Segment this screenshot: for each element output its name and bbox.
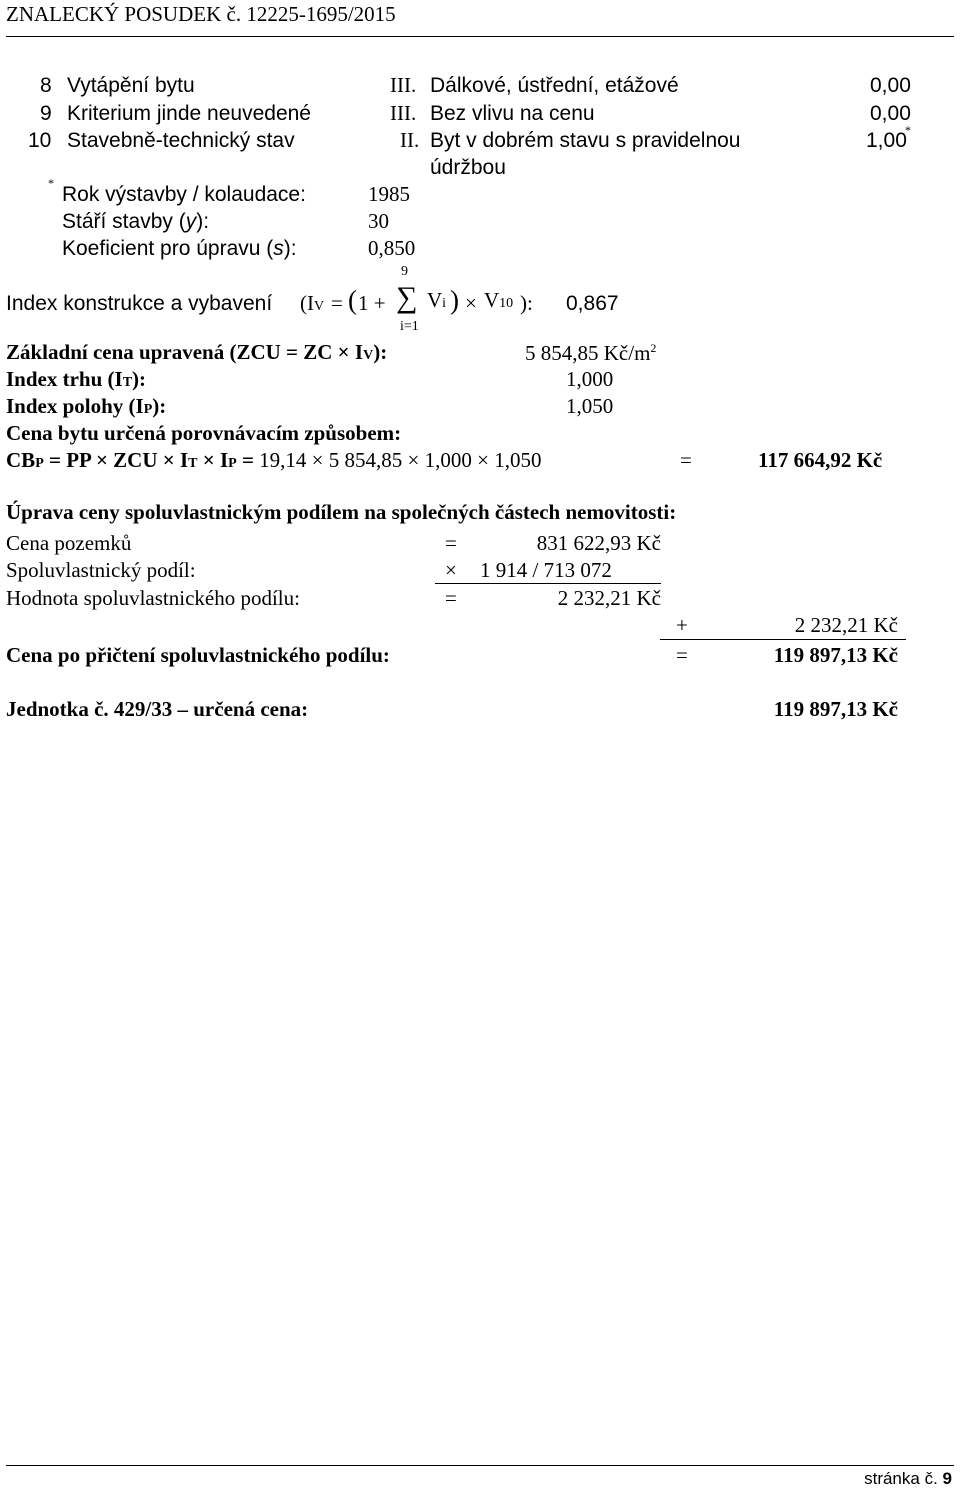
total-op: = [676, 643, 688, 667]
page-number [864, 1470, 952, 1487]
age-value: 30 [368, 209, 389, 233]
method-label: Cena bytu určená porovnávacím způsobem: [6, 421, 402, 445]
criteria-value: 0,00 [870, 74, 911, 97]
criteria-footnote-mark: * [905, 123, 911, 137]
footer-rule [6, 1465, 954, 1466]
criteria-desc: Bez vlivu na cenu [430, 102, 595, 125]
formula-paren-open: ( [348, 285, 357, 315]
sum-lower-limit: i=1 [400, 319, 419, 334]
formula-paren-close: ) [450, 285, 459, 315]
location-index-label: Index polohy (IP): [6, 394, 167, 418]
year-value: 1985 [368, 182, 410, 206]
criteria-desc: Dálkové, ústřední, etážové [430, 74, 679, 97]
land-price-value: 831 622,93 Kč [536, 531, 661, 555]
sum-underline [660, 639, 906, 640]
share-value: 1 914 / 713 072 [480, 558, 612, 582]
formula-eq: = [331, 291, 343, 315]
sigma-symbol: ∑ [396, 281, 418, 314]
location-index-value: 1,050 [566, 394, 614, 418]
criteria-level: III. [390, 101, 417, 125]
share-value-op: = [445, 586, 457, 610]
formula-label: Index konstrukce a vybavení [6, 292, 273, 315]
criteria-level: III. [390, 73, 417, 97]
zcu-value: 5 854,85 $Kč/m^2$ [525, 341, 657, 365]
market-index-value: 1,000 [566, 367, 614, 391]
criteria-num: 8 [40, 74, 52, 97]
total-value: 119 897,13 Kč [773, 643, 898, 667]
age-label: Stáří stavby (y): [62, 210, 210, 233]
coef-value: 0,850 [368, 236, 416, 260]
plus-op: + [676, 613, 688, 637]
cbp-equals: = [680, 448, 692, 472]
coef-label: Koeficient pro úpravu (s): [62, 237, 297, 260]
formula-times: × [465, 291, 477, 315]
year-label: Rok výstavby / kolaudace: [62, 183, 306, 206]
document-title: ZNALECKÝ POSUDEK č. 12225-1695/2015 [6, 2, 396, 26]
page-number-value: 9 [942, 1469, 952, 1488]
share-heading: Úprava ceny spoluvlastnickým podílem na společných částech nemovitosti: [6, 500, 677, 524]
formula-vi: Vi [427, 288, 447, 312]
land-price-label: Cena pozemků [6, 531, 132, 555]
formula-value: 0,867 [566, 292, 619, 315]
final-value: 119 897,13 Kč [773, 697, 898, 721]
criteria-level: II. [400, 128, 420, 152]
criteria-desc: Byt v dobrém stavu s pravidelnou [430, 129, 741, 152]
criteria-value: 0,00 [870, 102, 911, 125]
header-rule [6, 36, 954, 37]
criteria-name: Kriterium jinde neuvedené [67, 102, 311, 125]
page-label: stránka č. [864, 1469, 938, 1488]
share-underline [435, 583, 661, 584]
criteria-name: Vytápění bytu [67, 74, 195, 97]
land-price-op: = [445, 531, 457, 555]
share-label: Spoluvlastnický podíl: [6, 558, 196, 582]
market-index-label: Index trhu (IT): [6, 367, 147, 391]
cbp-result: 117 664,92 Kč [758, 448, 883, 472]
sum-upper-limit: 9 [401, 264, 408, 279]
formula-one-plus: 1 + [358, 291, 386, 315]
plus-value: 2 232,21 Kč [794, 613, 898, 637]
criteria-desc-continued: údržbou [430, 156, 506, 179]
criteria-num: 9 [40, 102, 52, 125]
share-op: × [445, 558, 457, 582]
formula-v10: V10 [484, 288, 514, 312]
cbp-formula: CBP = PP × ZCU × IT × IP = 19,14 × 5 854,85 × 1,000 × 1,050 [6, 448, 542, 472]
formula-open: (IV [300, 291, 325, 315]
criteria-value: 1,00 [866, 129, 907, 152]
criteria-num: 10 [28, 129, 52, 152]
zcu-label: Základní cena upravená (ZCU = ZC × IV): [6, 340, 388, 364]
footnote-star: * [48, 176, 54, 190]
final-label: Jednotka č. 429/33 – určená cena: [6, 697, 309, 721]
share-value-label: Hodnota spoluvlastnického podílu: [6, 586, 300, 610]
share-value-amount: 2 232,21 Kč [557, 586, 661, 610]
criteria-name: Stavebně-technický stav [67, 129, 295, 152]
formula-tail: ): [520, 291, 533, 315]
total-label: Cena po přičtení spoluvlastnického podílu: [6, 643, 390, 667]
